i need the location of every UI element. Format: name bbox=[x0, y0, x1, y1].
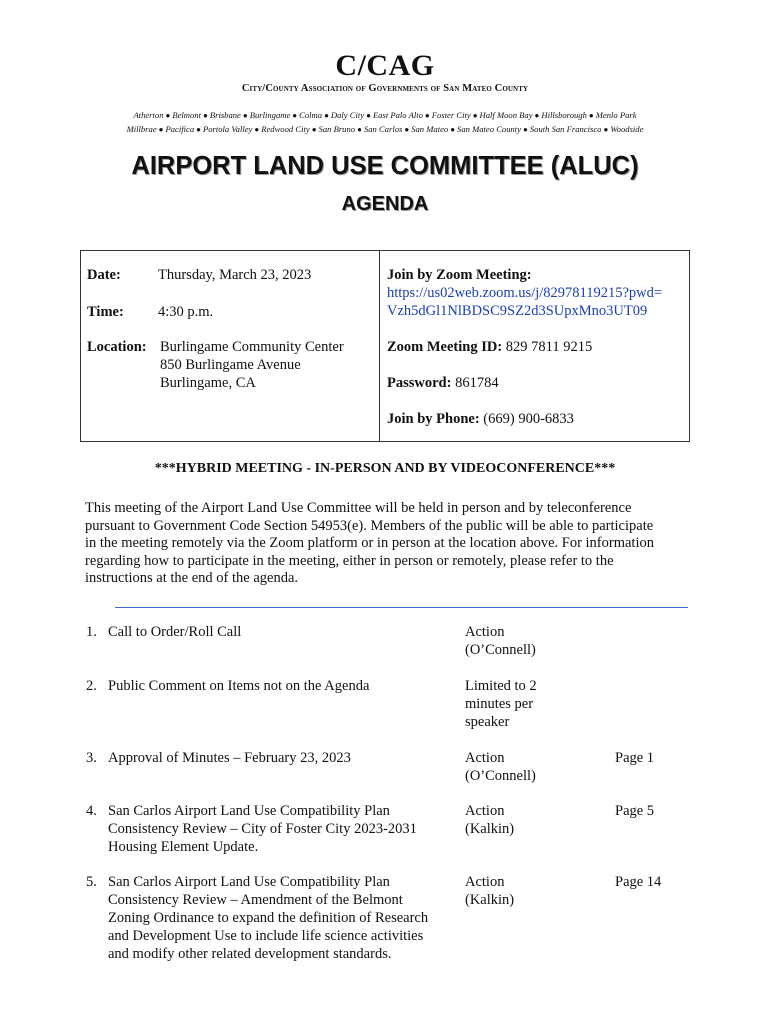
bullet-separator: ● bbox=[472, 111, 478, 120]
info-box-divider bbox=[379, 251, 380, 441]
action-line: Action bbox=[465, 803, 505, 819]
member-city: Portola Valley bbox=[202, 124, 253, 134]
location-line-3: Burlingame, CA bbox=[160, 375, 256, 391]
member-city: San Mateo bbox=[411, 124, 449, 134]
hybrid-meeting-notice: ***HYBRID MEETING - IN-PERSON AND BY VIDEOCONFERENCE*** bbox=[154, 461, 616, 476]
bullet-separator: ● bbox=[196, 125, 201, 134]
agenda-item-description bbox=[108, 802, 453, 856]
paragraph-line: pursuant to Government Code Section 54953(e). Members of the public will be able to participate bbox=[85, 517, 654, 534]
agenda-item-action bbox=[465, 623, 536, 659]
agenda-item-description bbox=[108, 623, 453, 641]
meeting-info-box bbox=[80, 250, 690, 442]
member-city: San Mateo County bbox=[457, 124, 522, 134]
agenda-title: AGENDA bbox=[341, 193, 429, 215]
description-line: Housing Element Update. bbox=[108, 839, 259, 855]
action-line: (O’Connell) bbox=[465, 768, 536, 784]
agenda-item-description bbox=[108, 677, 453, 695]
bullet-separator: ● bbox=[324, 111, 329, 120]
description-line: Consistency Review – City of Foster City 2023-2031 bbox=[108, 821, 417, 837]
member-cities-line-1 bbox=[0, 108, 770, 123]
member-city: Half Moon Bay bbox=[479, 110, 533, 120]
member-city: San Carlos bbox=[363, 124, 403, 134]
agenda-item-action bbox=[465, 677, 537, 731]
bullet-separator: ● bbox=[357, 125, 362, 134]
description-line: and Development Use to include life science activities bbox=[108, 928, 424, 944]
agenda-item-number: 2. bbox=[86, 678, 97, 694]
bullet-separator: ● bbox=[254, 125, 260, 134]
phone-label: Join by Phone: bbox=[387, 411, 480, 427]
bullet-separator: ● bbox=[404, 125, 410, 134]
agenda-item-number: 4. bbox=[86, 803, 97, 819]
agenda-item-page: Page 5 bbox=[615, 803, 655, 819]
description-line: San Carlos Airport Land Use Compatibility Plan bbox=[108, 874, 390, 890]
member-city: Atherton bbox=[133, 110, 164, 120]
meeting-id-value: 829 7811 9215 bbox=[505, 339, 593, 355]
member-city: San Bruno bbox=[318, 124, 356, 134]
member-city: Redwood City bbox=[261, 124, 310, 134]
time-value: 4:30 p.m. bbox=[158, 304, 214, 320]
meeting-id-label: Zoom Meeting ID: bbox=[387, 339, 503, 355]
description-line: Approval of Minutes – February 23, 2023 bbox=[108, 750, 351, 766]
agenda-item-number: 5. bbox=[86, 874, 97, 890]
bullet-separator: ● bbox=[603, 125, 609, 134]
participation-paragraph bbox=[85, 500, 695, 588]
bullet-separator: ● bbox=[165, 111, 171, 120]
meeting-id bbox=[387, 338, 592, 356]
member-city: Foster City bbox=[431, 110, 471, 120]
bullet-separator: ● bbox=[588, 111, 594, 120]
action-line: speaker bbox=[465, 714, 510, 730]
bullet-separator: ● bbox=[292, 111, 298, 120]
action-line: Limited to 2 bbox=[465, 678, 537, 694]
location-label: Location: bbox=[87, 339, 147, 355]
member-city: Millbrae bbox=[126, 124, 157, 134]
time-label: Time: bbox=[87, 304, 124, 320]
location-line-1: Burlingame Community Center bbox=[160, 339, 344, 355]
member-cities-line-2 bbox=[0, 122, 770, 137]
location-line-2: 850 Burlingame Avenue bbox=[160, 357, 301, 373]
bullet-separator: ● bbox=[534, 111, 540, 120]
description-line: San Carlos Airport Land Use Compatibility Plan bbox=[108, 803, 390, 819]
zoom-label: Join by Zoom Meeting: bbox=[387, 267, 532, 283]
bullet-separator: ● bbox=[158, 125, 164, 134]
action-line: Action bbox=[465, 750, 505, 766]
action-line: minutes per bbox=[465, 696, 534, 712]
bullet-separator: ● bbox=[203, 111, 208, 120]
bullet-separator: ● bbox=[523, 125, 528, 134]
member-city: South San Francisco bbox=[529, 124, 602, 134]
member-city: Burlingame bbox=[249, 110, 291, 120]
description-line: Call to Order/Roll Call bbox=[108, 624, 242, 640]
agenda-item-description bbox=[108, 873, 453, 963]
member-city: Brisbane bbox=[209, 110, 241, 120]
agenda-item-page: Page 14 bbox=[615, 874, 662, 890]
organization-name: City/County Association of Governments of San Mateo County bbox=[241, 83, 529, 94]
description-line: Consistency Review – Amendment of the Belmont bbox=[108, 892, 403, 908]
password-label: Password: bbox=[387, 375, 452, 391]
paragraph-line: instructions at the end of the agenda. bbox=[85, 570, 299, 587]
action-line: Action bbox=[465, 624, 505, 640]
zoom-link-line-2[interactable]: Vzh5dGl1NlBDSC9SZ2d3SUpxMno3UT09 bbox=[387, 303, 648, 319]
agenda-item-action bbox=[465, 749, 536, 785]
member-city: Pacifica bbox=[165, 124, 195, 134]
action-line: (Kalkin) bbox=[465, 821, 515, 837]
agenda-item-page: Page 1 bbox=[615, 750, 655, 766]
action-line: (O’Connell) bbox=[465, 642, 536, 658]
zoom-link-line-1[interactable]: https://us02web.zoom.us/j/82978119215?pwd= bbox=[387, 285, 663, 301]
member-city: East Palo Alto bbox=[372, 110, 423, 120]
member-city: Colma bbox=[299, 110, 323, 120]
agenda-item-action bbox=[465, 802, 514, 838]
committee-title: AIRPORT LAND USE COMMITTEE (ALUC) bbox=[131, 152, 639, 180]
description-line: Public Comment on Items not on the Agenda bbox=[108, 678, 370, 694]
bullet-separator: ● bbox=[311, 125, 317, 134]
description-line: and modify other related development standards. bbox=[108, 946, 392, 962]
bullet-separator: ● bbox=[366, 111, 371, 120]
password-value: 861784 bbox=[455, 375, 499, 391]
bullet-separator: ● bbox=[242, 111, 248, 120]
password bbox=[387, 374, 499, 392]
bullet-separator: ● bbox=[450, 125, 456, 134]
member-city: Menlo Park bbox=[595, 110, 637, 120]
action-line: Action bbox=[465, 874, 505, 890]
member-city: Daly City bbox=[330, 110, 365, 120]
member-city: Woodside bbox=[610, 124, 644, 134]
date-label: Date: bbox=[87, 267, 121, 283]
description-line: Zoning Ordinance to expand the definition of Research bbox=[108, 910, 429, 926]
paragraph-line: regarding how to participate in the meeting, either in person or remotely, please refer to the bbox=[85, 552, 614, 569]
member-city: Hillsborough bbox=[541, 110, 587, 120]
phone bbox=[387, 410, 574, 428]
paragraph-line: This meeting of the Airport Land Use Committee will be held in person and by teleconference bbox=[85, 500, 632, 516]
section-divider bbox=[115, 607, 688, 608]
ccag-logo: C/CAG bbox=[335, 49, 435, 82]
bullet-separator: ● bbox=[424, 111, 430, 120]
phone-value: (669) 900-6833 bbox=[483, 411, 574, 427]
agenda-item-description bbox=[108, 749, 453, 767]
agenda-item-number: 3. bbox=[86, 750, 97, 766]
date-value: Thursday, March 23, 2023 bbox=[158, 267, 312, 283]
action-line: (Kalkin) bbox=[465, 892, 515, 908]
agenda-item-number: 1. bbox=[86, 624, 97, 640]
member-city: Belmont bbox=[172, 110, 201, 120]
agenda-item-action bbox=[465, 873, 514, 909]
paragraph-line: in the meeting remotely via the Zoom platform or in person at the location above. For information bbox=[85, 535, 654, 552]
